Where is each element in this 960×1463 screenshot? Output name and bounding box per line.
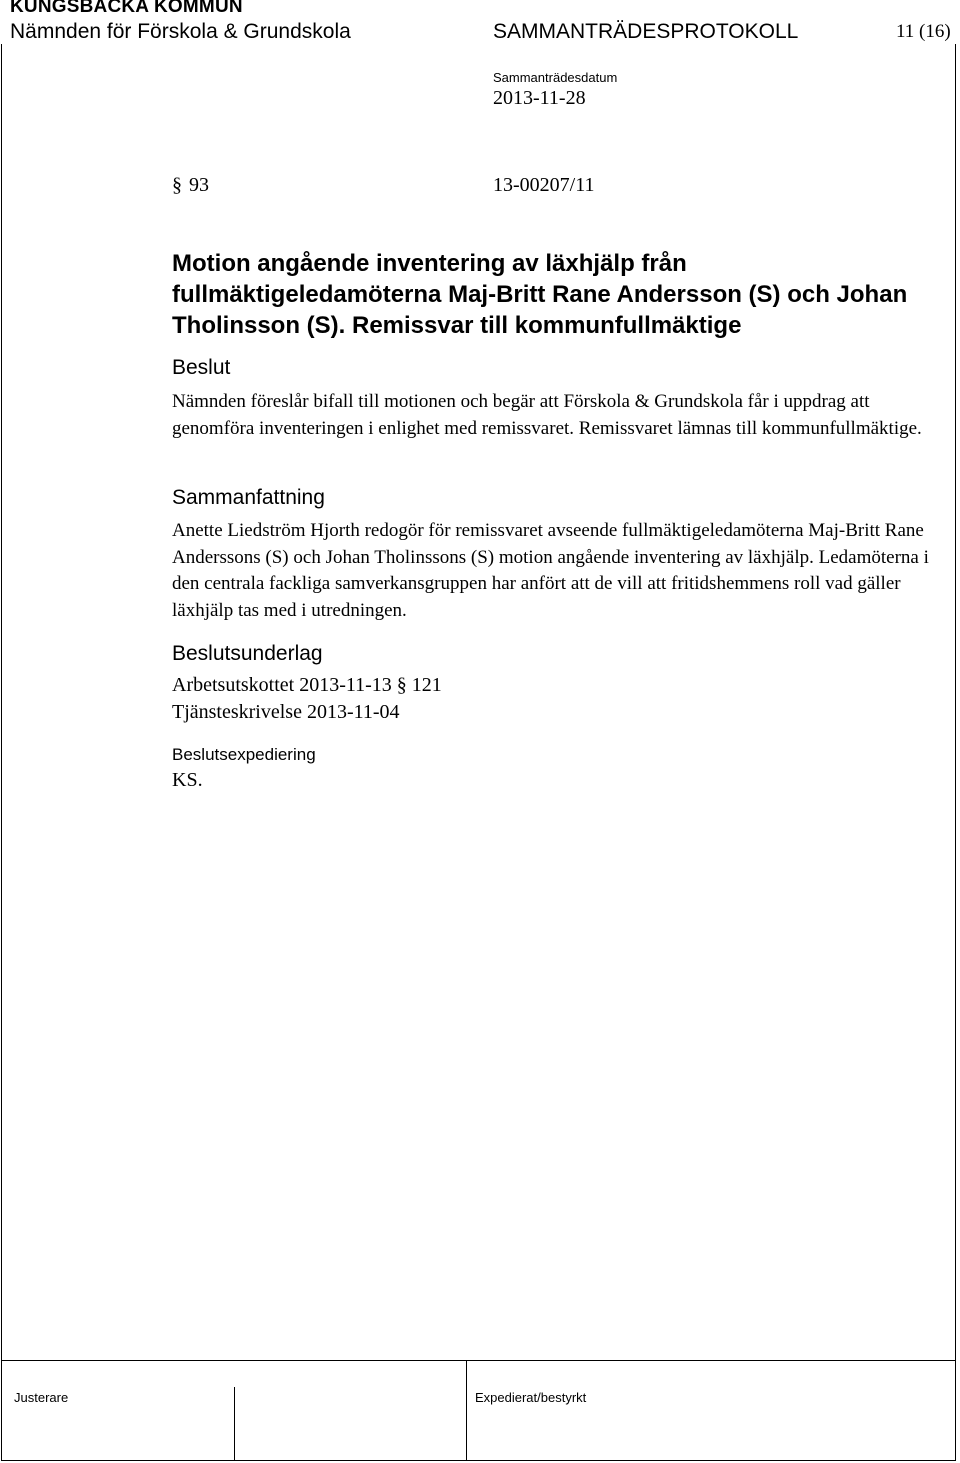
organization-name: KUNGSBACKA KOMMUN bbox=[10, 0, 243, 17]
summary-heading: Sammanfattning bbox=[172, 486, 325, 509]
dispatch-recipient: KS. bbox=[172, 769, 203, 791]
document-type: SAMMANTRÄDESPROTOKOLL bbox=[493, 20, 799, 43]
meeting-date-label: Sammanträdesdatum bbox=[493, 70, 618, 85]
case-number: 13-00207/11 bbox=[493, 174, 595, 196]
decision-heading: Beslut bbox=[172, 356, 231, 379]
meeting-date: 2013-11-28 bbox=[493, 87, 586, 109]
expedierat-label: Expedierat/bestyrkt bbox=[475, 1390, 587, 1405]
left-border bbox=[1, 44, 2, 1460]
page-number: 11 (16) bbox=[896, 21, 951, 42]
footer-divider bbox=[234, 1387, 235, 1460]
footer-bottom-rule bbox=[1, 1460, 956, 1461]
dispatch-heading: Beslutsexpediering bbox=[172, 745, 316, 764]
committee-name: Nämnden för Förskola & Grundskola bbox=[10, 20, 351, 43]
basis-item: Tjänsteskrivelse 2013-11-04 bbox=[172, 701, 400, 723]
summary-text: Anette Liedström Hjorth redogör för remissvaret avseende fullmäktigeledamöterna Maj-Britt Rane Anderssons (S) och Johan Tholinssons (S) motion angående inventering av läxhjälp. Ledamöterna i den centrala fackliga samverkansgruppen har anfört att de vill att fritidshemmens roll vad gäller läxhjälp tas med i utredningen. bbox=[172, 520, 929, 621]
right-border bbox=[955, 44, 956, 1460]
paragraph-number: 93 bbox=[189, 174, 209, 196]
decision-text: Nämnden föreslår bifall till motionen och begär att Förskola & Grundskola får i uppdrag att genomföra inventeringen i enlighet med remissvaret. Remissvaret lämnas till kommunfullmäktige. bbox=[172, 391, 922, 439]
basis-item: Arbetsutskottet 2013-11-13 § 121 bbox=[172, 674, 442, 696]
item-title: Motion angående inventering av läxhjälp från fullmäktigeledamöterna Maj-Britt Rane Andersson (S) och Johan Tholinsson (S). Remissvar till kommunfullmäktige bbox=[172, 250, 908, 339]
footer-top-rule bbox=[1, 1360, 956, 1361]
justerare-label: Justerare bbox=[14, 1390, 69, 1405]
basis-heading: Beslutsunderlag bbox=[172, 642, 323, 665]
paragraph-symbol: § bbox=[172, 174, 182, 196]
footer-divider bbox=[466, 1360, 467, 1460]
